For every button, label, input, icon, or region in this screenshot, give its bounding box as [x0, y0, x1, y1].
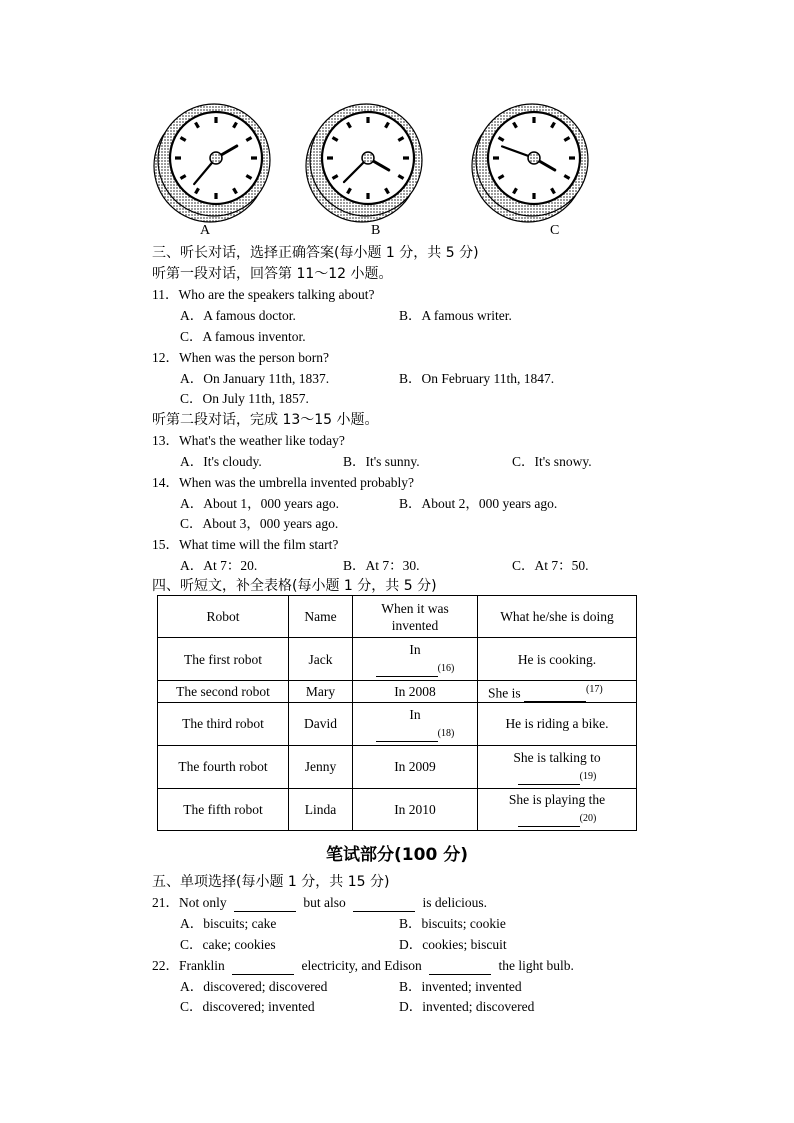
cell-name: Jack	[289, 638, 353, 681]
q11-option-b: B．A famous writer.	[399, 308, 512, 323]
question-21	[152, 894, 487, 912]
q12-option-a: A．On January 11th, 1837.	[180, 371, 330, 386]
header-doing: What he/she is doing	[478, 596, 637, 638]
q22-blank-1[interactable]	[232, 962, 294, 975]
q22-blank-2[interactable]	[429, 962, 491, 975]
clock-b-label: B	[371, 223, 381, 238]
clock-b-icon	[304, 100, 428, 224]
clock-c-icon	[470, 100, 594, 224]
q21-option-d: D．cookies; biscuit	[399, 937, 507, 952]
q11-option-a: A．A famous doctor.	[180, 308, 296, 323]
q14-option-b: B．About 2，000 years ago.	[399, 496, 558, 511]
q21-blank-1[interactable]	[234, 899, 296, 912]
question-11: 11．Who are the speakers talking about?	[152, 287, 375, 302]
q14-option-c: C．About 3，000 years ago.	[180, 516, 339, 531]
q12-option-b: B．On February 11th, 1847.	[399, 371, 555, 386]
cell-doing-text: She is playing the	[508, 792, 606, 807]
section3-part2: 听第二段对话，完成 13～15 小题。	[152, 412, 379, 428]
q12-option-c: C．On July 11th, 1857.	[180, 391, 309, 406]
cell-when-text: In	[409, 706, 421, 722]
table-header-row	[158, 596, 637, 638]
cell-robot: The first robot	[158, 638, 289, 681]
q21-blank-2[interactable]	[353, 899, 415, 912]
cell-name: Linda	[289, 788, 353, 830]
blank-number-16: (16)	[437, 663, 455, 674]
table-row	[158, 638, 637, 681]
cell-robot: The fifth robot	[158, 788, 289, 830]
robot-table	[157, 595, 637, 831]
cell-doing-text: She is talking to	[513, 749, 601, 765]
q21-part-b: but also	[303, 895, 346, 910]
cell-name: Mary	[289, 681, 353, 703]
clock-c-label: C	[550, 223, 560, 238]
table-row	[158, 788, 637, 830]
q13-option-a: A．It's cloudy.	[180, 454, 262, 469]
blank-number-18: (18)	[437, 727, 455, 739]
cell-robot: The third robot	[158, 702, 289, 745]
blank-number-17: (17)	[586, 684, 603, 695]
header-robot: Robot	[158, 596, 289, 638]
q22-part-a: 22．Franklin	[152, 958, 225, 973]
blank-number-20: (20)	[579, 813, 597, 824]
header-name: Name	[289, 596, 353, 638]
cell-when: In 2009	[353, 745, 478, 788]
cell-doing: He is riding a bike.	[478, 702, 637, 745]
cell-doing: He is cooking.	[478, 638, 637, 681]
q15-option-b: B．At 7：30.	[343, 558, 420, 573]
q15-option-c: C．At 7：50.	[512, 558, 589, 573]
cell-doing	[478, 681, 637, 703]
question-12: 12．When was the person born?	[152, 350, 329, 365]
cell-when	[353, 702, 478, 745]
cell-when-text: In	[409, 642, 421, 657]
blank-number-19: (19)	[579, 770, 597, 782]
answer-blank-19[interactable]	[518, 772, 580, 785]
question-13: 13．What's the weather like today?	[152, 433, 345, 448]
answer-blank-20[interactable]	[518, 814, 580, 827]
q22-part-b: electricity, and Edison	[301, 958, 422, 973]
q15-option-a: A．At 7：20.	[180, 558, 258, 573]
q22-option-d: D．invented; discovered	[399, 999, 535, 1014]
clock-a-label: A	[200, 223, 211, 238]
answer-blank-17[interactable]	[524, 689, 586, 702]
answer-blank-18[interactable]	[376, 729, 438, 742]
q13-option-c: C．It's snowy.	[512, 454, 592, 469]
cell-doing-text: She is	[488, 685, 521, 701]
table-row	[158, 745, 637, 788]
cell-name: Jenny	[289, 745, 353, 788]
section3-part1: 听第一段对话，回答第 11～12 小题。	[152, 266, 393, 282]
table-row	[158, 681, 637, 703]
q22-part-c: the light bulb.	[498, 958, 574, 973]
section5-title: 五、单项选择(每小题 1 分，共 15 分)	[152, 874, 390, 890]
cell-when: In 2010	[353, 788, 478, 830]
clock-a-icon	[152, 100, 276, 224]
q14-option-a: A．About 1，000 years ago.	[180, 496, 339, 511]
q13-option-b: B．It's sunny.	[343, 454, 420, 469]
section4-title: 四、听短文，补全表格(每小题 1 分，共 5 分)	[152, 578, 437, 594]
cell-robot: The fourth robot	[158, 745, 289, 788]
question-22	[152, 957, 574, 975]
q21-option-a: A．biscuits; cake	[180, 916, 277, 931]
table-row	[158, 702, 637, 745]
cell-when	[353, 638, 478, 681]
q22-option-a: A．discovered; discovered	[180, 979, 328, 994]
section3-title: 三、听长对话，选择正确答案(每小题 1 分，共 5 分)	[152, 245, 479, 261]
q21-part-a: 21．Not only	[152, 895, 227, 910]
q22-option-c: C．discovered; invented	[180, 999, 315, 1014]
written-part-title: 笔试部分(100 分)	[326, 845, 468, 865]
cell-name: David	[289, 702, 353, 745]
q21-option-c: C．cake; cookies	[180, 937, 276, 952]
answer-blank-16[interactable]	[376, 664, 438, 677]
q22-option-b: B．invented; invented	[399, 979, 522, 994]
q21-option-b: B．biscuits; cookie	[399, 916, 506, 931]
cell-robot: The second robot	[158, 681, 289, 703]
header-when: When it was invented	[353, 596, 478, 638]
question-14: 14．When was the umbrella invented probably?	[152, 475, 415, 490]
cell-when: In 2008	[353, 681, 478, 703]
q21-part-c: is delicious.	[422, 895, 488, 910]
cell-doing	[478, 788, 637, 830]
question-15: 15．What time will the film start?	[152, 537, 339, 552]
cell-doing	[478, 745, 637, 788]
q11-option-c: C．A famous inventor.	[180, 329, 306, 344]
